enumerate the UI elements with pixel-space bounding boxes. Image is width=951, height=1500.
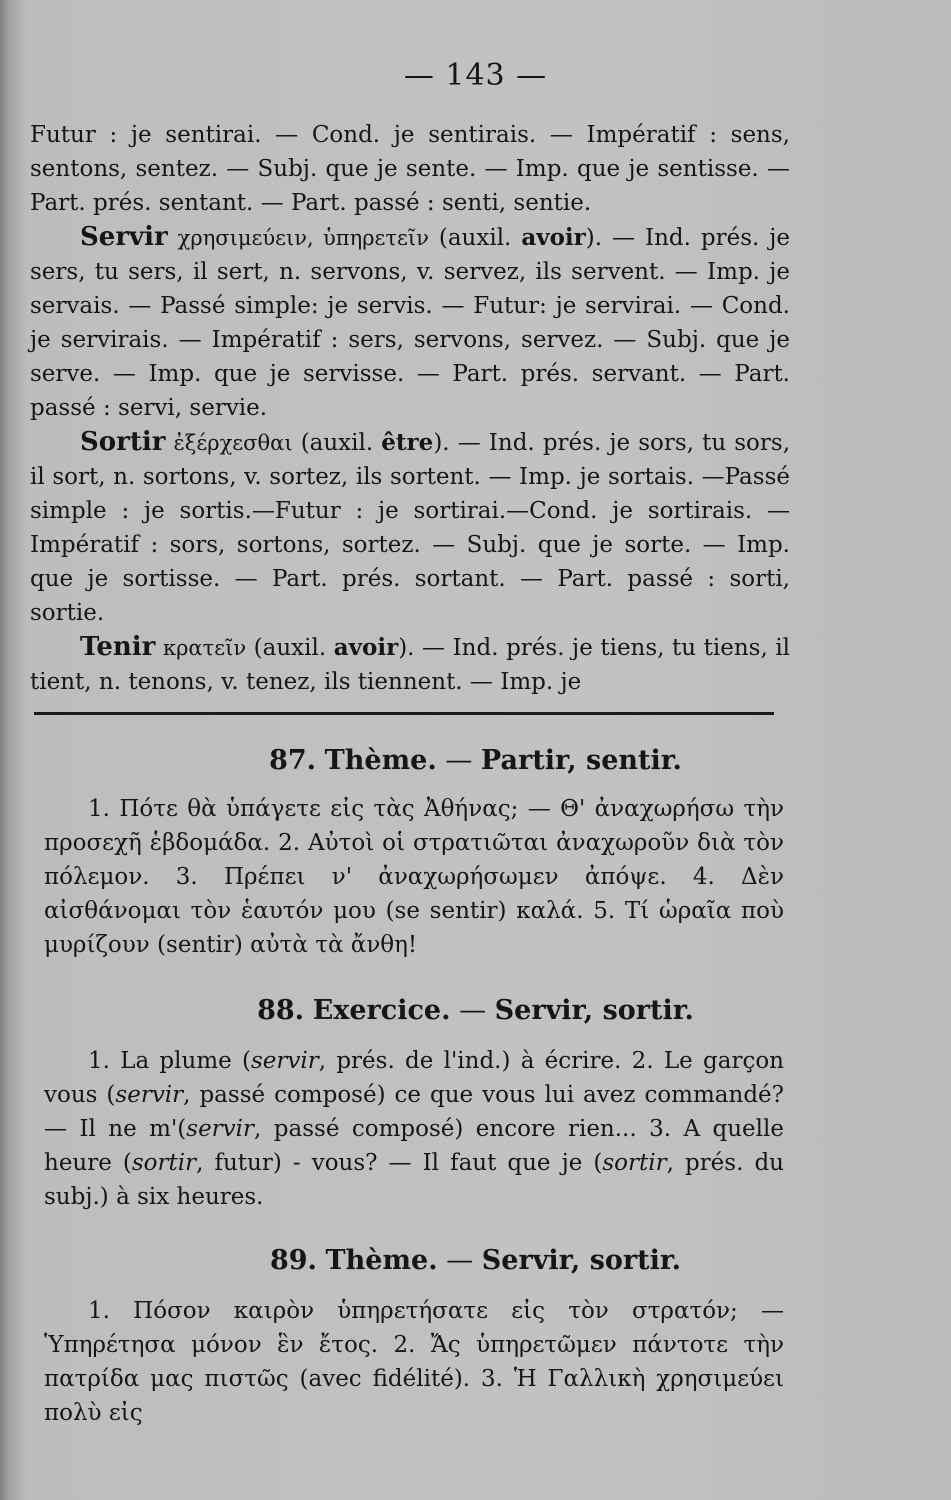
section-number: 89.	[269, 1245, 317, 1276]
auxiliary-label: (auxil.	[300, 430, 374, 456]
exercise-segment: , futur) - vous? — Il faut que je (	[196, 1150, 603, 1176]
auxiliary-verb: avoir	[521, 224, 586, 251]
greek-gloss: κρατεῖν	[162, 636, 247, 660]
section-body-87	[44, 792, 784, 962]
section-kind: Thème.	[325, 1245, 438, 1276]
paragraph-sentir-continued: Futur : je sentirai. — Cond. je sentirais. — Impératif : sens, sentons, sentez. — Subj. que je sente. — Imp. que je sentisse. — Part. prés. sentant. — Part. passé : senti, sentie.	[30, 122, 790, 216]
auxiliary-verb: avoir	[333, 634, 399, 661]
paragraph-tenir	[30, 630, 790, 699]
exercise-segment: , prés. de l'ind.) à écrire. 2. Le garçon vous (	[44, 1048, 784, 1108]
exercise-verb: servir	[115, 1082, 184, 1108]
section-body-88	[44, 1044, 784, 1214]
section-heading-88	[0, 994, 951, 1028]
exercise-verb: servir	[186, 1116, 255, 1142]
section-number: 87.	[269, 745, 317, 776]
conjugation-text: ). — Ind. prés. je sors, tu sors, il sort, n. sortons, v. sortez, ils sortent. — Imp. je sortais. —Passé simple : je sortis.—Futur : je sortirai.—Cond. je sortirais. — Impératif : sors, sortons, sortez. — Subj. que je sorte. — Imp. que je sortisse. — Part. prés. sortant. — Part. passé : sorti, sortie.	[30, 430, 791, 626]
paragraph-sortir	[30, 425, 790, 630]
section-dash: —	[459, 995, 487, 1026]
greek-exercise-text: 1. Πότε θὰ ὑπάγετε εἰς τὰς Ἀθήνας; — Θ' ἀναχωρήσω τὴν προσεχῆ ἑβδομάδα. 2. Αὐτοὶ οἱ στρατιῶται ἀναχωροῦν διὰ τὸν πόλεμον. 3. Πρέπει ν' ἀναχωρήσωμεν ἀπόψε. 4. Δὲν αἰσθάνομαι τὸν ἑαυτόν μου (se sentir) καλά. 5. Τί ὡραῖα ποὺ μυρίζουν (sentir) αὐτὰ τὰ ἄνθη!	[44, 796, 784, 958]
paragraph-servir	[30, 220, 790, 425]
exercise-verb: servir	[250, 1048, 319, 1074]
section-title: Servir, sortir.	[481, 1245, 682, 1276]
verb-headword: Sortir	[80, 427, 166, 457]
page-number: — 143 —	[403, 58, 548, 93]
auxiliary-label: (auxil.	[253, 635, 327, 661]
auxiliary-verb: être	[381, 429, 434, 456]
section-body-89	[44, 1294, 784, 1430]
greek-gloss: ἐξέρχεσθαι	[173, 431, 293, 455]
section-dash: —	[445, 745, 473, 776]
verb-headword: Servir	[80, 222, 168, 252]
section-heading-87	[0, 744, 951, 778]
exercise-verb: sortir	[131, 1150, 197, 1176]
exercise-verb: sortir	[602, 1150, 667, 1176]
section-divider	[34, 712, 774, 715]
conjugation-text: ). — Ind. prés. je sers, tu sers, il sert, n. servons, v. servez, ils servent. — Imp. je servais. — Passé simple: je servis. — Futur: je servirai. — Cond. je servirais. — Impératif : sers, servons, servez. — Subj. que je serve. — Imp. que je servisse. — Part. prés. servant. — Part. passé : servi, servie.	[30, 225, 790, 421]
verb-headword: Tenir	[80, 632, 156, 662]
greek-exercise-text: 1. Πόσον καιρὸν ὑπηρετήσατε εἰς τὸν στρατόν; — Ὑπηρέτησα μόνον ἓν ἔτος. 2. Ἄς ὑπηρετῶμεν πάντοτε τὴν πατρίδα μας πιστῶς (avec fidélité). 3. Ἡ Γαλλικὴ χρησιμεύει πολὺ εἰς	[44, 1298, 784, 1426]
section-dash: —	[446, 1245, 474, 1276]
section-number: 88.	[257, 995, 305, 1026]
section-kind: Thème.	[324, 745, 437, 776]
section-title: Servir, sortir.	[494, 995, 694, 1026]
exercise-segment: 1. La plume (	[88, 1048, 251, 1074]
section-kind: Exercice.	[312, 995, 451, 1026]
exercise-segment: , prés. du subj.) à six heures.	[44, 1150, 784, 1210]
french-exercise-text	[44, 1044, 784, 1214]
section-title: Partir, sentir.	[480, 745, 682, 776]
auxiliary-label: (auxil.	[438, 225, 512, 251]
exercise-segment: , passé composé) encore rien... 3. A quelle heure (	[44, 1116, 784, 1176]
section-heading-89	[0, 1244, 951, 1278]
conjugation-text: ). — Ind. prés. je tiens, tu tiens, il tient, n. tenons, v. tenez, ils tiennent. — Imp. je	[30, 635, 791, 695]
conjugation-block	[30, 118, 790, 699]
greek-gloss: χρησιμεύειν, ὑπηρετεῖν	[177, 226, 429, 250]
exercise-segment: , passé composé) ce que vous lui avez commandé? — Il ne m'(	[44, 1082, 784, 1142]
